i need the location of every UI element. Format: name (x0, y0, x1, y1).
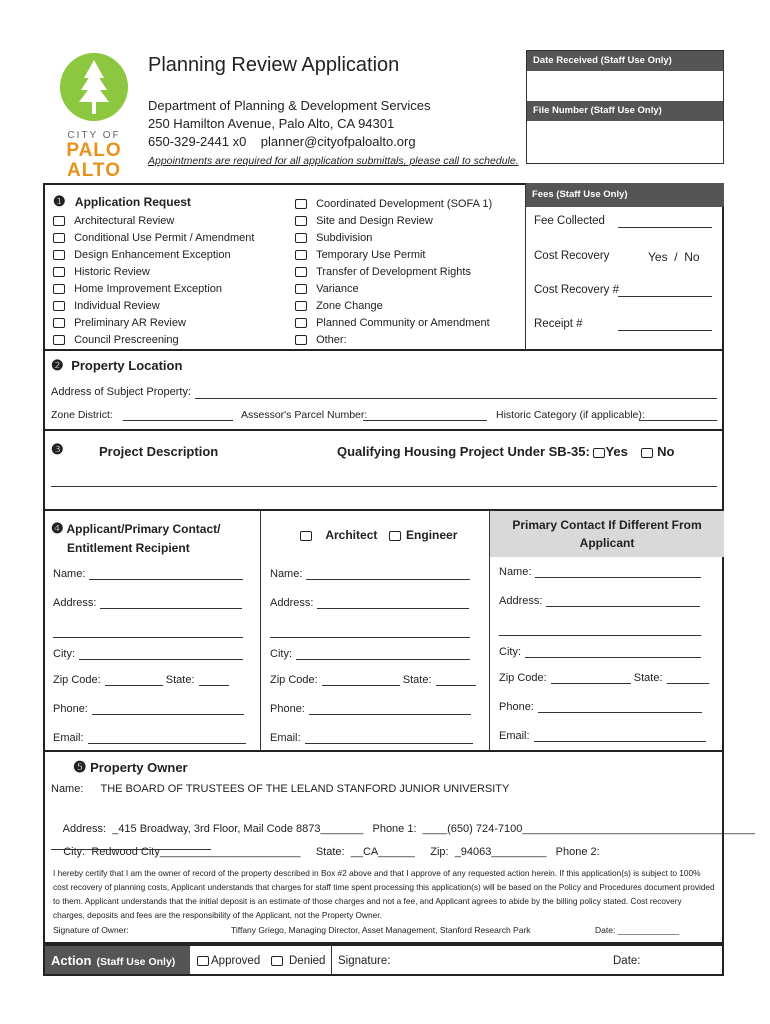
checkbox[interactable] (53, 216, 65, 226)
item-label: Historic Review (74, 266, 150, 278)
fees-title: Fees (Staff Use Only) (526, 183, 724, 207)
checkbox[interactable] (295, 335, 307, 345)
phone-field[interactable] (538, 712, 702, 713)
list-item[interactable] (295, 198, 492, 215)
list-item[interactable] (295, 300, 492, 317)
item-label: Home Improvement Exception (74, 283, 223, 295)
architect-address-row[interactable] (270, 597, 480, 626)
section2-heading (51, 357, 182, 374)
section2-number: ❷ (51, 357, 64, 373)
primary-email-row[interactable] (499, 730, 719, 750)
owner-state-value[interactable]: __CA______ (350, 846, 415, 858)
architect-address2-row[interactable] (270, 626, 480, 648)
fee-collected-label: Fee Collected (534, 215, 605, 227)
owner-address-label: Address: (62, 823, 107, 835)
owner-city-label: City: (63, 846, 86, 858)
state-field[interactable] (667, 683, 709, 684)
primary-contact-line2: Applicant (579, 536, 635, 550)
owner-signature-value[interactable]: Tiffany Griego, Managing Director, Asset Management, Stanford Research Park (231, 925, 531, 935)
owner-zip-label: Zip: (430, 846, 449, 858)
city-label: City: (270, 648, 292, 660)
city-label: City: (53, 648, 75, 660)
checkbox[interactable] (295, 199, 307, 209)
address2-field[interactable] (53, 637, 243, 638)
architect-fields (270, 568, 480, 752)
owner-city-row (51, 834, 600, 870)
checkbox[interactable] (295, 318, 307, 328)
section4-title-line2: Entitlement Recipient (67, 541, 190, 555)
section-action (43, 944, 724, 976)
email-label: Email: (499, 730, 530, 742)
owner-extra-line[interactable] (51, 849, 211, 850)
approved-checkbox[interactable] (197, 956, 209, 966)
list-item[interactable] (53, 266, 254, 283)
checkbox[interactable] (295, 233, 307, 243)
name-label: Name: (499, 566, 532, 578)
city-field[interactable] (296, 659, 470, 660)
name-field[interactable] (89, 579, 243, 580)
applicant-zip-row[interactable] (53, 674, 253, 703)
architect-label: Architect (325, 528, 378, 542)
applicant-email-row[interactable] (53, 732, 253, 752)
approved-option[interactable] (197, 955, 260, 967)
architect-checkbox[interactable] (300, 531, 312, 541)
historic-category-field[interactable] (639, 420, 717, 421)
phone-field[interactable] (309, 714, 471, 715)
checkbox[interactable] (53, 284, 65, 294)
zip-field[interactable] (322, 685, 400, 686)
owner-state-label: State: (315, 846, 345, 858)
approved-label: Approved (211, 955, 261, 967)
section5-heading (73, 758, 188, 776)
zip-label: Zip Code: (270, 674, 318, 686)
section1-left-list (53, 215, 254, 351)
address2-field[interactable] (270, 637, 470, 638)
primary-city-row[interactable] (499, 646, 719, 672)
action-staff-label: (Staff Use Only) (96, 956, 176, 968)
item-label: Transfer of Development Rights (316, 266, 471, 278)
section3-number: ❸ (51, 441, 64, 457)
page-title: Planning Review Application (148, 54, 400, 76)
action-header (45, 946, 190, 974)
primary-contact-fields (499, 566, 719, 750)
address-field[interactable] (100, 608, 242, 609)
list-item[interactable] (295, 249, 492, 266)
applicant-name-row[interactable] (53, 568, 253, 597)
address-label: Address: (270, 597, 314, 609)
list-item[interactable] (295, 232, 492, 249)
list-item[interactable] (295, 215, 492, 232)
owner-phone2-label: Phone 2: (555, 846, 600, 858)
list-item[interactable] (53, 300, 254, 317)
checkbox[interactable] (53, 301, 65, 311)
list-item[interactable] (53, 215, 254, 232)
email-field[interactable] (534, 741, 706, 742)
checkbox[interactable] (295, 301, 307, 311)
applicant-phone-row[interactable] (53, 703, 253, 732)
zip-field[interactable] (551, 683, 631, 684)
denied-checkbox[interactable] (271, 956, 283, 966)
state-label: State: (402, 674, 432, 686)
email-label: Email: (270, 732, 301, 744)
sb35-no-checkbox[interactable] (641, 448, 653, 458)
city-logo (54, 50, 134, 180)
item-label: Zone Change (316, 300, 383, 312)
file-number-label: File Number (Staff Use Only) (527, 101, 723, 121)
email-label: Email: (53, 732, 84, 744)
item-label: Design Enhancement Exception (74, 249, 231, 261)
tree-logo-icon (54, 50, 134, 125)
checkbox[interactable] (295, 284, 307, 294)
item-label: Subdivision (316, 232, 373, 244)
applicant-city-row[interactable] (53, 648, 253, 674)
project-description-field[interactable] (51, 486, 717, 487)
appointment-note: Appointments are required for all application submittals, please call to schedule. (148, 155, 519, 167)
primary-contact-header (490, 511, 724, 557)
phone-label: Phone: (499, 701, 534, 713)
denied-label: Denied (289, 955, 326, 967)
owner-date[interactable]: Date: _____________ (595, 925, 680, 935)
architect-zip-row[interactable] (270, 674, 480, 703)
item-label: Conditional Use Permit / Amendment (74, 232, 255, 244)
section5-title: Property Owner (90, 760, 188, 775)
sb35-no-label: No (657, 444, 675, 459)
primary-address2-row[interactable] (499, 624, 719, 646)
list-item[interactable] (295, 266, 492, 283)
primary-phone-row[interactable] (499, 701, 719, 730)
address-label: Address: (499, 595, 543, 607)
zip-label: Zip Code: (53, 674, 101, 686)
address-label: Address: (53, 597, 97, 609)
item-label: Council Prescreening (74, 334, 179, 346)
architect-engineer-row (300, 528, 457, 542)
phone-label: Phone: (53, 703, 88, 715)
section-applicant (43, 509, 724, 752)
section1-right-list (295, 198, 492, 351)
zip-label: Zip Code: (499, 672, 547, 684)
cost-recovery-label: Cost Recovery (534, 250, 610, 262)
list-item[interactable] (53, 317, 254, 334)
file-number-field[interactable] (527, 121, 723, 163)
owner-zip-value[interactable]: _94063_________ (454, 846, 547, 858)
section1-heading (53, 193, 191, 210)
item-label: Other: (316, 334, 347, 346)
email-field[interactable] (305, 743, 473, 744)
fee-collected-field[interactable] (618, 227, 712, 228)
phone-label: Phone: (270, 703, 305, 715)
name-label: Name: (53, 568, 86, 580)
item-label: Site and Design Review (316, 215, 433, 227)
list-item[interactable] (53, 232, 254, 249)
item-label: Individual Review (74, 300, 160, 312)
primary-name-row[interactable] (499, 566, 719, 595)
apn-label: Assessor's Parcel Number: (241, 409, 368, 421)
architect-name-row[interactable] (270, 568, 480, 597)
engineer-label: Engineer (406, 528, 458, 542)
owner-name-label: Name: (51, 783, 84, 795)
apn-field[interactable] (363, 420, 487, 421)
owner-name-value[interactable]: THE BOARD OF TRUSTEES OF THE LELAND STANFORD JUNIOR UNIVERSITY (100, 783, 510, 795)
action-signature-label: Signature: (338, 955, 391, 967)
fees-box (525, 183, 724, 351)
receipt-label: Receipt # (534, 318, 583, 330)
checkbox[interactable] (295, 216, 307, 226)
name-label: Name: (270, 568, 303, 580)
list-item[interactable] (53, 249, 254, 266)
section-property-location (43, 349, 724, 431)
state-field[interactable] (436, 685, 476, 686)
sb35-yes-label: Yes (605, 444, 628, 459)
checkbox[interactable] (53, 318, 65, 328)
sb35-label: Qualifying Housing Project Under SB-35: (337, 444, 590, 459)
denied-option[interactable] (271, 955, 325, 967)
staff-use-box (526, 50, 724, 164)
subject-address-label: Address of Subject Property: (51, 386, 192, 398)
owner-phone1-label: Phone 1: (372, 823, 417, 835)
section-application-request (43, 183, 724, 351)
section4-title-line1: Applicant/Primary Contact/ (66, 522, 221, 536)
owner-phone1-value[interactable]: ____(650) 724-7100______________________________________ (422, 823, 755, 835)
column-divider (260, 511, 261, 750)
checkbox[interactable] (295, 250, 307, 260)
action-title: Action (51, 953, 92, 968)
name-field[interactable] (535, 577, 701, 578)
list-item[interactable] (295, 283, 492, 300)
section5-number: ❺ (73, 759, 87, 776)
item-label: Preliminary AR Review (74, 317, 186, 329)
subject-address-field[interactable] (195, 398, 717, 399)
city-label: City: (499, 646, 521, 658)
item-label: Coordinated Development (SOFA 1) (316, 198, 493, 210)
item-label: Variance (316, 283, 359, 295)
cost-recovery-num-label: Cost Recovery # (534, 284, 620, 296)
item-label: Temporary Use Permit (316, 249, 426, 261)
city-field[interactable] (525, 657, 701, 658)
dept-address: 250 Hamilton Avenue, Palo Alto, CA 94301 (148, 116, 395, 131)
primary-contact-line1: Primary Contact If Different From (512, 518, 702, 532)
primary-address-row[interactable] (499, 595, 719, 624)
email-field[interactable] (88, 743, 246, 744)
owner-name-row (51, 783, 509, 795)
address2-field[interactable] (499, 635, 701, 636)
owner-signature-label: Signature of Owner: (53, 925, 129, 935)
zip-field[interactable] (105, 685, 163, 686)
state-label: State: (633, 672, 663, 684)
section-property-owner (43, 750, 755, 944)
name-field[interactable] (306, 579, 470, 580)
section-project-description (43, 429, 724, 511)
address-field[interactable] (317, 608, 469, 609)
date-received-label: Date Received (Staff Use Only) (527, 51, 723, 71)
state-label: State: (165, 674, 195, 686)
checkbox[interactable] (295, 267, 307, 277)
list-item[interactable] (295, 317, 492, 334)
applicant-address-row[interactable] (53, 597, 253, 626)
date-received-field[interactable] (527, 71, 723, 101)
city-field[interactable] (79, 659, 243, 660)
owner-address-value[interactable]: _415 Broadway, 3rd Floor, Mail Code 8873_______ (112, 823, 364, 835)
checkbox[interactable] (53, 267, 65, 277)
checkbox[interactable] (53, 335, 65, 345)
item-label: Planned Community or Amendment (316, 317, 490, 329)
phone-field[interactable] (92, 714, 244, 715)
action-divider (331, 946, 332, 974)
logo-palo: PALO (66, 140, 122, 161)
action-date-label: Date: (613, 955, 641, 967)
owner-certification: I hereby certify that I am the owner of record of the property described in Box #2 above and that I approve of any requested action herein. If this application(s) is subject to 100% cost recovery of planning costs, Applicant understands that charges for staff time spent processing this application(s) will be based on the Policy and Procedures document provided to them. Applicant understands that the initial deposit is an estimate of those charges and not a fee, and Applicant agrees to abide by the billing policy stated. Cost recovery charges, deposits and fees are the responsibility of the Applicant, not the Property Owner. (53, 868, 715, 920)
applicant-fields (53, 568, 253, 752)
cost-recovery-num-field[interactable] (618, 296, 712, 297)
zone-district-field[interactable] (123, 420, 233, 421)
section3-title: Project Description (99, 444, 219, 459)
sb35-question (337, 444, 674, 459)
architect-city-row[interactable] (270, 648, 480, 674)
sb35-yes-checkbox[interactable] (593, 448, 605, 458)
historic-category-label: Historic Category (if applicable): (496, 409, 645, 421)
engineer-checkbox[interactable] (389, 531, 401, 541)
primary-zip-row[interactable] (499, 672, 719, 701)
receipt-field[interactable] (618, 330, 712, 331)
list-item[interactable] (53, 283, 254, 300)
checkbox[interactable] (53, 250, 65, 260)
architect-phone-row[interactable] (270, 703, 480, 732)
section1-number: ❶ (53, 193, 66, 209)
logo-alto: ALTO (67, 160, 121, 181)
owner-city-value[interactable]: Redwood City_______________________ (91, 846, 301, 858)
dept-contact: 650-329-2441 x0 planner@cityofpaloalto.org (148, 134, 416, 149)
item-label: Architectural Review (74, 215, 175, 227)
architect-email-row[interactable] (270, 732, 480, 752)
checkbox[interactable] (53, 233, 65, 243)
section4-heading (51, 519, 220, 558)
section1-title: Application Request (74, 195, 191, 209)
address-field[interactable] (546, 606, 700, 607)
applicant-address2-row[interactable] (53, 626, 253, 648)
cost-recovery-yes-no[interactable]: Yes / No (648, 250, 700, 264)
section2-title: Property Location (71, 358, 183, 373)
logo-city-of: CITY OF (67, 130, 121, 141)
section4-number: ❹ (51, 520, 64, 536)
state-field[interactable] (199, 685, 229, 686)
zone-district-label: Zone District: (51, 409, 113, 421)
dept-name: Department of Planning & Development Services (148, 98, 431, 113)
